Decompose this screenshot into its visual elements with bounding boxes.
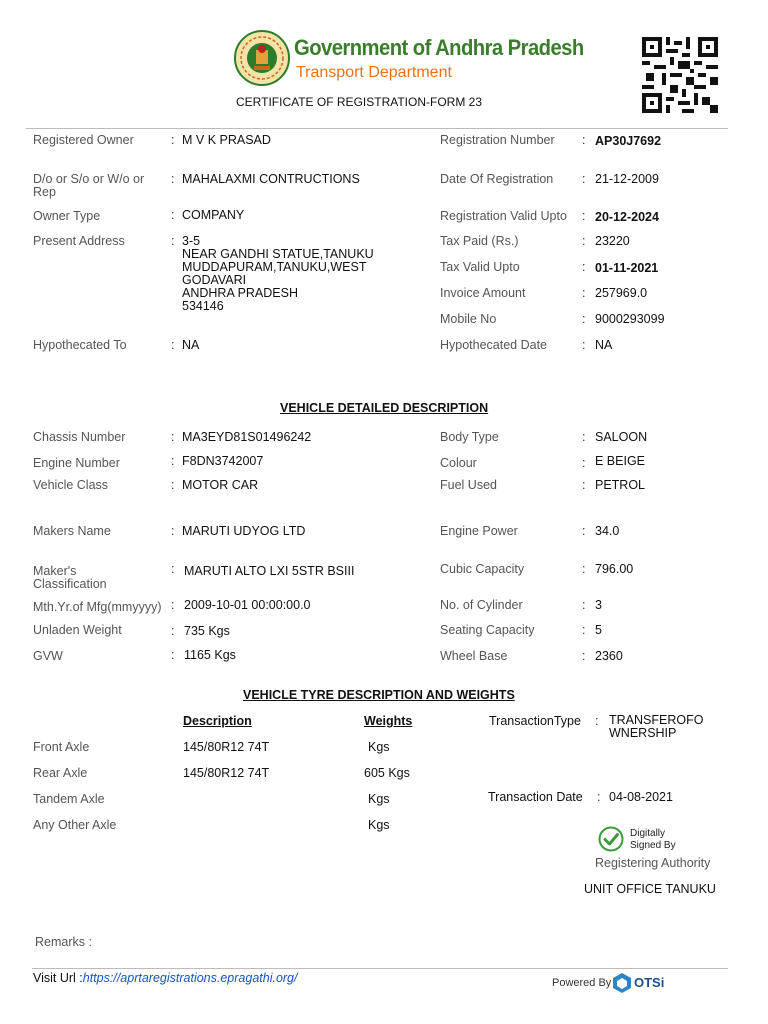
header-divider bbox=[26, 128, 728, 129]
address-line: ANDHRA PRADESH bbox=[182, 286, 298, 300]
makers-classification-value: MARUTI ALTO LXI 5STR BSIII bbox=[184, 564, 355, 578]
axle-weight: Kgs bbox=[368, 792, 390, 806]
otsi-logo-icon bbox=[612, 972, 632, 994]
visit-url-row bbox=[33, 971, 298, 985]
powered-by-text: Powered By bbox=[552, 977, 612, 989]
colour-label: Colour bbox=[440, 456, 477, 470]
colon: : bbox=[582, 649, 586, 663]
colon: : bbox=[582, 598, 586, 612]
colon: : bbox=[171, 454, 175, 468]
tax-paid-value: 23220 bbox=[595, 234, 630, 248]
axle-label: Any Other Axle bbox=[33, 818, 117, 832]
body-type-value: SALOON bbox=[595, 430, 648, 444]
vehicle-class-label: Vehicle Class bbox=[33, 478, 109, 492]
makers-name-label: Makers Name bbox=[33, 524, 111, 538]
ap-emblem-logo bbox=[234, 28, 290, 88]
engine-number-value: F8DN3742007 bbox=[182, 454, 264, 468]
registration-number-label: Registration Number bbox=[440, 133, 555, 147]
transaction-type-value: TRANSFEROFOWNERSHIP bbox=[609, 713, 704, 740]
address-line: 3-5 bbox=[182, 234, 201, 248]
unladen-weight-label: Unladen Weight bbox=[33, 623, 122, 637]
tyre-col-description: Description bbox=[183, 714, 252, 728]
colon: : bbox=[171, 234, 175, 248]
body-type-label: Body Type bbox=[440, 430, 499, 444]
wheel-base-value: 2360 bbox=[595, 649, 623, 663]
colon: : bbox=[582, 562, 586, 576]
gvw-value: 1165 Kgs bbox=[184, 648, 236, 662]
owner-type-value: COMPANY bbox=[182, 208, 245, 222]
axle-weight: Kgs bbox=[368, 740, 390, 754]
axle-weight: Kgs bbox=[368, 818, 390, 832]
chassis-label: Chassis Number bbox=[33, 430, 126, 444]
check-icon bbox=[598, 826, 624, 852]
mobile-label: Mobile No bbox=[440, 312, 497, 326]
colon: : bbox=[171, 430, 175, 444]
vehicle-section-title: VEHICLE DETAILED DESCRIPTION bbox=[280, 401, 489, 415]
registered-owner-value: M V K PRASAD bbox=[182, 133, 271, 147]
colon: : bbox=[171, 338, 175, 352]
colon: : bbox=[171, 562, 175, 576]
cubic-capacity-value: 796.00 bbox=[595, 562, 634, 576]
visit-url-label: Visit Url : bbox=[33, 971, 83, 985]
makers-classification-label: Maker's Classification bbox=[33, 564, 107, 591]
tax-paid-label: Tax Paid (Rs.) bbox=[440, 234, 519, 248]
tyre-col-weights: Weights bbox=[364, 714, 413, 728]
colon: : bbox=[171, 478, 175, 492]
office-name: UNIT OFFICE TANUKU bbox=[584, 882, 716, 896]
relation-value: MAHALAXMI CONTRUCTIONS bbox=[182, 172, 360, 186]
colon: : bbox=[582, 234, 586, 248]
visit-url-link[interactable]: https://aprtaregistrations.epragathi.org/ bbox=[82, 971, 298, 985]
remarks-label: Remarks : bbox=[35, 935, 92, 949]
qr-code bbox=[642, 37, 718, 113]
colon: : bbox=[582, 209, 586, 223]
form-title: CERTIFICATE OF REGISTRATION-FORM 23 bbox=[236, 95, 483, 109]
gov-title: Government of Andhra Pradesh bbox=[294, 35, 584, 60]
engine-number-label: Engine Number bbox=[33, 456, 120, 470]
hypothecated-to-value: NA bbox=[182, 338, 200, 352]
tax-valid-label: Tax Valid Upto bbox=[440, 260, 520, 274]
colon: : bbox=[582, 172, 586, 186]
colon: : bbox=[171, 172, 175, 186]
transaction-type-label: TransactionType bbox=[489, 714, 581, 728]
relation-label: D/o or S/o or W/o or Rep bbox=[33, 172, 145, 199]
engine-power-value: 34.0 bbox=[595, 524, 620, 538]
axle-weight: 605 Kgs bbox=[364, 766, 410, 780]
colon: : bbox=[171, 624, 175, 638]
seating-value: 5 bbox=[595, 623, 602, 637]
axle-label: Front Axle bbox=[33, 740, 90, 754]
transaction-date-value: 04-08-2021 bbox=[609, 790, 673, 804]
mfg-date-value: 2009-10-01 00:00:00.0 bbox=[184, 598, 311, 612]
axle-label: Rear Axle bbox=[33, 766, 88, 780]
tyre-section-title: VEHICLE TYRE DESCRIPTION AND WEIGHTS bbox=[243, 688, 515, 702]
colon: : bbox=[582, 478, 586, 492]
colon: : bbox=[597, 790, 601, 804]
chassis-value: MA3EYD81S01496242 bbox=[182, 430, 312, 444]
registering-authority: Registering Authority bbox=[595, 856, 711, 870]
digitally-signed-text: Digitally Signed By bbox=[630, 828, 676, 851]
colon: : bbox=[171, 208, 175, 222]
address-line: NEAR GANDHI STATUE,TANUKU bbox=[182, 247, 374, 261]
axle-description: 145/80R12 74T bbox=[183, 740, 270, 754]
axle-label: Tandem Axle bbox=[33, 792, 105, 806]
invoice-value: 257969.0 bbox=[595, 286, 648, 300]
axle-description: 145/80R12 74T bbox=[183, 766, 270, 780]
colon: : bbox=[582, 260, 586, 274]
wheel-base-label: Wheel Base bbox=[440, 649, 508, 663]
vehicle-class-value: MOTOR CAR bbox=[182, 478, 259, 492]
hypothecated-date-value: NA bbox=[595, 338, 613, 352]
engine-power-label: Engine Power bbox=[440, 524, 518, 538]
invoice-label: Invoice Amount bbox=[440, 286, 526, 300]
colour-value: E BEIGE bbox=[595, 454, 646, 468]
fuel-label: Fuel Used bbox=[440, 478, 497, 492]
hypothecated-to-label: Hypothecated To bbox=[33, 338, 127, 352]
registration-date-label: Date Of Registration bbox=[440, 172, 554, 186]
address-line: GODAVARI bbox=[182, 273, 247, 287]
cubic-capacity-label: Cubic Capacity bbox=[440, 562, 525, 576]
gvw-label: GVW bbox=[33, 649, 63, 663]
fuel-value: PETROL bbox=[595, 478, 646, 492]
colon: : bbox=[582, 312, 586, 326]
seating-label: Seating Capacity bbox=[440, 623, 535, 637]
makers-name-value: MARUTI UDYOG LTD bbox=[182, 524, 306, 538]
tax-valid-value: 01-11-2021 bbox=[595, 261, 659, 275]
registration-valid-label: Registration Valid Upto bbox=[440, 209, 567, 223]
dept-title: Transport Department bbox=[296, 64, 452, 81]
colon: : bbox=[171, 524, 175, 538]
address-line: MUDDAPURAM,TANUKU,WEST bbox=[182, 260, 367, 274]
colon: : bbox=[171, 598, 175, 612]
colon: : bbox=[582, 338, 586, 352]
colon: : bbox=[582, 456, 586, 470]
registration-number-value: AP30J7692 bbox=[595, 134, 662, 148]
registration-valid-value: 20-12-2024 bbox=[595, 210, 659, 224]
colon: : bbox=[595, 714, 599, 728]
registration-date-value: 21-12-2009 bbox=[595, 172, 659, 186]
colon: : bbox=[582, 623, 586, 637]
colon: : bbox=[582, 430, 586, 444]
otsi-brand: OTSi bbox=[634, 975, 665, 990]
mobile-value: 9000293099 bbox=[595, 312, 665, 326]
address-line: 534146 bbox=[182, 299, 224, 313]
colon: : bbox=[171, 648, 175, 662]
colon: : bbox=[582, 133, 586, 147]
cylinders-value: 3 bbox=[595, 598, 602, 612]
colon: : bbox=[582, 524, 586, 538]
transaction-date-label: Transaction Date bbox=[488, 790, 583, 804]
owner-type-label: Owner Type bbox=[33, 209, 101, 223]
hypothecated-date-label: Hypothecated Date bbox=[440, 338, 548, 352]
footer-divider bbox=[32, 968, 728, 969]
colon: : bbox=[171, 133, 175, 147]
present-address-label: Present Address bbox=[33, 234, 125, 248]
unladen-weight-value: 735 Kgs bbox=[184, 624, 230, 638]
colon: : bbox=[582, 286, 586, 300]
registered-owner-label: Registered Owner bbox=[33, 133, 134, 147]
mfg-date-label: Mth.Yr.of Mfg(mmyyyy) bbox=[33, 600, 162, 614]
cylinders-label: No. of Cylinder bbox=[440, 598, 523, 612]
